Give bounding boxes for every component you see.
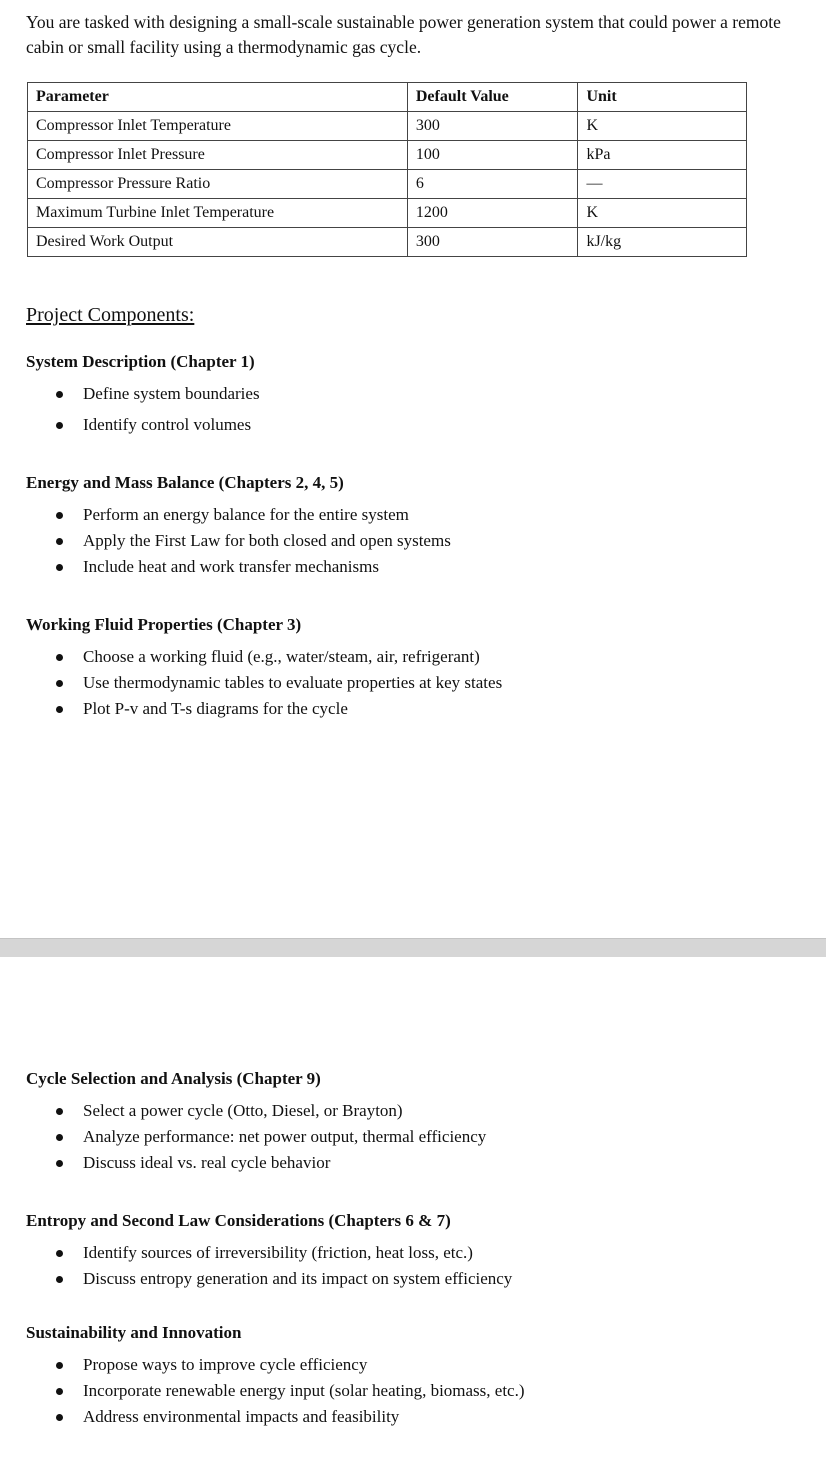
section-list-sustainability xyxy=(55,1352,525,1430)
list-item: Select a power cycle (Otto, Diesel, or Brayton) xyxy=(55,1098,486,1124)
section-list-energy-mass-balance xyxy=(55,502,451,580)
section-title-sustainability: Sustainability and Innovation xyxy=(26,1323,242,1342)
list-item: Plot P-v and T-s diagrams for the cycle xyxy=(55,696,502,722)
value-cell: 300 xyxy=(407,228,578,257)
list-item: Choose a working fluid (e.g., water/steam, air, refrigerant) xyxy=(55,644,502,670)
table-row xyxy=(28,112,747,141)
value-cell: 6 xyxy=(407,170,578,199)
section-title-working-fluid: Working Fluid Properties (Chapter 3) xyxy=(26,615,302,634)
list-item: Define system boundaries xyxy=(55,381,260,407)
parameter-cell: Compressor Pressure Ratio xyxy=(28,170,408,199)
parameter-cell: Maximum Turbine Inlet Temperature xyxy=(28,199,408,228)
section-list-cycle-selection xyxy=(55,1098,486,1176)
list-item: Perform an energy balance for the entire system xyxy=(55,502,451,528)
header-unit: Unit xyxy=(578,83,747,112)
intro-paragraph: You are tasked with designing a small-scale sustainable power generation system that could power a remote cabin or small facility using a thermodynamic gas cycle. xyxy=(26,12,781,57)
unit-cell: kJ/kg xyxy=(578,228,747,257)
section-title-entropy-second-law: Entropy and Second Law Considerations (Chapters 6 & 7) xyxy=(26,1211,451,1230)
table-header-row xyxy=(28,83,747,112)
section-title-cycle-selection: Cycle Selection and Analysis (Chapter 9) xyxy=(26,1069,321,1088)
value-cell: 100 xyxy=(407,141,578,170)
list-item: Incorporate renewable energy input (solar heating, biomass, etc.) xyxy=(55,1378,525,1404)
value-cell: 300 xyxy=(407,112,578,141)
unit-cell: K xyxy=(578,199,747,228)
parameter-cell: Desired Work Output xyxy=(28,228,408,257)
header-parameter: Parameter xyxy=(28,83,408,112)
parameter-cell: Compressor Inlet Temperature xyxy=(28,112,408,141)
unit-cell: K xyxy=(578,112,747,141)
section-list-entropy-second-law xyxy=(55,1240,512,1292)
header-default-value: Default Value xyxy=(407,83,578,112)
list-item: Discuss entropy generation and its impact on system efficiency xyxy=(55,1266,512,1292)
table-row xyxy=(28,170,747,199)
section-list-system-description xyxy=(55,381,260,438)
list-item: Apply the First Law for both closed and open systems xyxy=(55,528,451,554)
project-components-heading: Project Components: xyxy=(26,304,195,326)
section-title-system-description: System Description (Chapter 1) xyxy=(26,352,255,371)
table-row xyxy=(28,141,747,170)
list-item: Analyze performance: net power output, thermal efficiency xyxy=(55,1124,486,1150)
section-list-working-fluid xyxy=(55,644,502,722)
table-row xyxy=(28,228,747,257)
value-cell: 1200 xyxy=(407,199,578,228)
list-item: Propose ways to improve cycle efficiency xyxy=(55,1352,525,1378)
list-item: Identify control volumes xyxy=(55,412,260,438)
parameter-table xyxy=(27,82,747,257)
list-item: Include heat and work transfer mechanisms xyxy=(55,554,451,580)
list-item: Address environmental impacts and feasibility xyxy=(55,1404,525,1430)
page-break-divider xyxy=(0,938,826,957)
unit-cell: — xyxy=(578,170,747,199)
list-item: Identify sources of irreversibility (friction, heat loss, etc.) xyxy=(55,1240,512,1266)
parameter-cell: Compressor Inlet Pressure xyxy=(28,141,408,170)
section-title-energy-mass-balance: Energy and Mass Balance (Chapters 2, 4, 5) xyxy=(26,473,344,492)
table-row xyxy=(28,199,747,228)
list-item: Use thermodynamic tables to evaluate properties at key states xyxy=(55,670,502,696)
list-item: Discuss ideal vs. real cycle behavior xyxy=(55,1150,486,1176)
unit-cell: kPa xyxy=(578,141,747,170)
